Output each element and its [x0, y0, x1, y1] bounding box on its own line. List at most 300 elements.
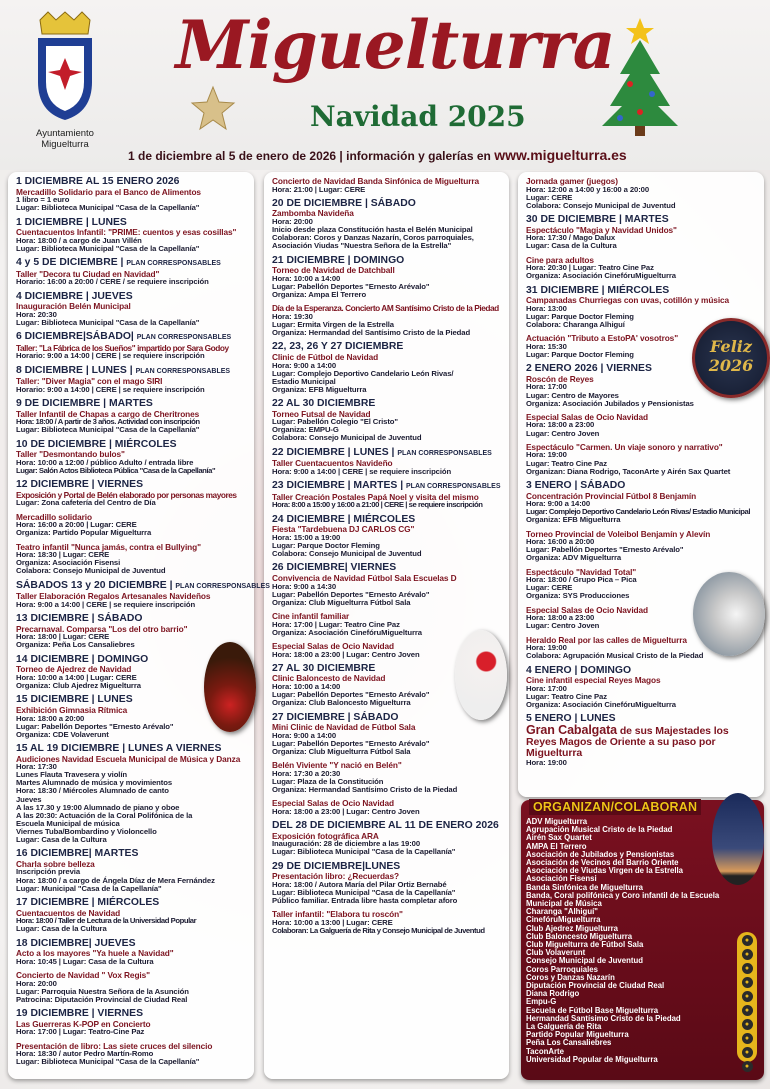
event-detail-line: Hora: 17:00 | Lugar: Teatro Cine Paz: [272, 619, 400, 629]
event-detail-line: Organiza: Asociación CinefóruMiguelturra: [526, 700, 676, 709]
event-title-highlight: Gran Cabalgata: [526, 722, 617, 737]
event-block: [272, 342, 503, 394]
event-title: Convivencia de Navidad Fútbol Sala Escuelas D: [272, 572, 457, 583]
christmas-gifts-ornament-image: [204, 642, 256, 732]
event-detail-line: Organiza: EMPU-G: [272, 425, 339, 435]
event-detail-line: Organiza: EFB Miguelturra: [272, 384, 367, 394]
event-detail-line: Colabora: Consejo Municipal de Juventud: [16, 566, 166, 576]
event-date-text: 8 DICIEMBRE | LUNES |: [16, 364, 133, 376]
event-title: Taller Elaboración Regalos Artesanales Navideños: [16, 591, 211, 602]
event-block: [16, 543, 248, 576]
event-detail-line: Lugar: Parque Doctor Fleming: [272, 540, 380, 550]
event-title: Mini Clinic de Navidad de Fútbol Sala: [272, 722, 416, 733]
event-detail-line: Hora: 18:00 / Grupo Pica – Pica: [526, 575, 637, 585]
page-title: Miguelturra: [175, 6, 615, 84]
event-detail-line: Hora: 19:00: [526, 450, 567, 460]
event-detail-line: Hora: 17:00: [526, 683, 567, 693]
events-column-2: [264, 172, 509, 1079]
event-date-text: 18 DICIEMBRE| JUEVES: [16, 937, 136, 949]
event-detail-line: Lugar: Parque Doctor Fleming: [526, 349, 634, 359]
event-detail-line: Asociación Viudas "Nuestra Señora de la Estrella": [272, 241, 452, 251]
event-detail-line: Hora: 17:00: [526, 382, 567, 392]
event-title: Exhibición Gimnasia Rítmica: [16, 704, 128, 715]
event-detail-line: Lugar: Plaza de la Constitución: [272, 776, 384, 786]
event-detail-line: Lugar: Municipal "Casa de la Capellanía": [16, 883, 162, 893]
event-detail-line: Organiza: Partido Popular Miguelturra: [16, 528, 152, 538]
event-detail-line: Horario: 16:00 a 20:00 / CERE / se requiere inscripción: [16, 277, 209, 287]
event-date-text: 22, 23, 26 Y 27 DICIEMBRE: [272, 341, 404, 353]
organizer-item: Diputación Provincial de Ciudad Real: [526, 981, 665, 991]
event-block: [16, 1042, 248, 1067]
organizer-item: La Galguería de Rita: [526, 1022, 602, 1032]
telegram-icon[interactable]: ●: [742, 1047, 753, 1058]
event-detail-line: Hora: 10:00 a 14:00 | Lugar: CERE: [16, 672, 137, 682]
event-title: Concentración Provincial Fútbol 8 Benjamín: [526, 490, 697, 501]
event-title: Campanadas Churriegas con uvas, cotillón y música: [526, 295, 730, 306]
feliz-2026-badge: Feliz 2026: [692, 318, 770, 398]
website-link[interactable]: www.miguelturra.es: [494, 147, 627, 163]
event-block: [272, 910, 503, 935]
youtube-icon[interactable]: ●: [742, 1005, 753, 1016]
social-icons-bar: [737, 932, 757, 1070]
event-block: [16, 218, 248, 253]
organizer-item: Asociación de Jubilados y Pensionistas: [526, 849, 675, 859]
event-detail-line: Lugar: Zona cafetería del Centro de Día: [16, 498, 156, 508]
event-title: Precarnaval. Comparsa "Los del otro barrio": [16, 623, 188, 634]
event-date-text: 1 DICIEMBRE AL 15 ENERO 2026: [16, 176, 180, 187]
event-detail-line: Lugar: Biblioteca Municipal "Casa de la Capellanía": [16, 425, 200, 435]
event-detail-line: Hora: 9:00 a 14:00: [272, 730, 337, 740]
organizers-title: ORGANIZAN/COLABORAN: [529, 799, 701, 815]
event-date-text: 26 DICIEMBRE| VIERNES: [272, 562, 397, 574]
event-block: [16, 332, 248, 360]
linkedin-icon[interactable]: ●: [742, 1019, 753, 1030]
event-block: [16, 440, 248, 475]
event-title: Especial Salas de Ocio Navidad: [526, 411, 648, 422]
event-date: [16, 744, 248, 755]
event-detail-line: Hora: 20:30 | Lugar: Teatro Cine Paz: [526, 263, 654, 273]
organizer-item: Hermandad Santísimo Cristo de la Piedad: [526, 1013, 681, 1023]
event-detail-line: Hora: 18:30 / Miércoles Alumnado de canto: [16, 786, 169, 796]
town-hall-label: [30, 128, 100, 150]
event-title: Exposición y Portal de Belén elaborado por personas mayores: [16, 489, 237, 500]
event-detail-line: Lugar: Pabellón Deportes "Ernesto Arévalo": [272, 281, 430, 291]
event-detail-line: Hora: 19:30: [272, 311, 313, 321]
event-date: [16, 258, 248, 270]
event-block: [272, 862, 503, 905]
event-detail-line: Lugar: Teatro Cine Paz: [526, 691, 607, 701]
event-detail-line: Organiza: Hermandad del Santísimo Cristo de la Piedad: [272, 328, 471, 338]
event-title: Taller Creación Postales Papá Noel y visita del mismo: [272, 491, 479, 502]
event-block: [526, 714, 758, 767]
organizer-item: Peña Los Cansaliebres: [526, 1038, 612, 1048]
event-date-text: 16 DICIEMBRE| MARTES: [16, 848, 139, 860]
event-detail-line: Organiza: Asociación CinefóruMiguelturra: [526, 271, 676, 281]
event-block: [16, 898, 248, 933]
event-block: [272, 713, 503, 756]
event-detail-line: Horario: 9:00 a 14:00 | CERE | se requiere inscripción: [16, 351, 205, 361]
event-title: Especial Salas de Ocio Navidad: [272, 798, 394, 809]
event-detail-line: Hora: 18:00 / Taller de Lectura de la Universidad Popular: [16, 916, 197, 926]
event-date-text: 20 DE DICIEMBRE | SÁBADO: [272, 197, 416, 209]
event-block: [16, 1009, 248, 1036]
poster-header: [0, 0, 770, 170]
event-title: Torneo Provincial de Voleibol Benjamín y Alevín: [526, 528, 711, 539]
event-title: Torneo Futsal de Navidad: [272, 408, 371, 419]
event-title: Cine infantil especial Reyes Magos: [526, 675, 661, 686]
event-detail-line: Hora: 9:00 a 14:00 | CERE | se requiere inscripción: [16, 599, 196, 609]
logo-text-line: Miguelturra: [41, 139, 89, 150]
event-detail-line: Hora: 18:00 / Autora María del Pilar Ortiz Bernabé: [272, 879, 447, 889]
event-date-text: 15 DICIEMBRE | LUNES: [16, 694, 133, 706]
event-title: Fiesta "Tardebuena DJ CARLOS CG": [272, 524, 415, 535]
event-title: Cine para adultos: [526, 254, 594, 265]
event-block: [526, 177, 758, 210]
event-detail-line: Lugar: Pabellón Deportes "Ernesto Arévalo": [272, 738, 430, 748]
event-block: [16, 579, 270, 609]
organizer-item: Airén Sax Quartet: [526, 833, 592, 843]
event-date-text: 23 DICIEMBRE | MARTES |: [272, 480, 404, 492]
event-title: [526, 722, 758, 759]
event-detail-line: Lugar: Casa de la Cultura: [16, 835, 107, 844]
event-block: [272, 821, 503, 856]
event-title-rest: de sus Majestades los Reyes Magos de Oriente a su paso por Miguelturra: [526, 724, 729, 759]
event-detail-line: Lugar: Parroquia Nuestra Señora de la Asunción: [16, 986, 189, 996]
event-title: Cuentacuentos de Navidad: [16, 907, 121, 918]
event-detail-line: A las 20:30: Actuación de la Coral Polifónica de la: [16, 810, 193, 820]
event-title: Espectáculo "Navidad Total": [526, 566, 637, 577]
event-block: [16, 480, 248, 507]
event-detail-line: Hora: 16:00 a 20:00 | Lugar: CERE: [16, 520, 137, 530]
event-detail-line: Organiza: Club Ajedrez Miguelturra: [16, 681, 141, 691]
event-detail-line: Lugar: Complejo Deportivo Candelario León Rivas/ Estadio Municipal: [526, 507, 751, 517]
organizer-item: Municipal de Música: [526, 899, 602, 909]
event-detail-line: Hora: 18:00 a 23:00 | Lugar: Centro Joven: [272, 649, 420, 659]
organizers-list: [526, 818, 719, 1064]
event-detail-line: Lugar: Pabellón Deportes "Ernesto Arévalo": [526, 545, 684, 555]
event-date-text: 30 DE DICIEMBRE | MARTES: [526, 214, 669, 226]
event-block: [16, 939, 248, 966]
three-wise-men-ornament-image: [712, 793, 764, 885]
event-detail-line: Inauguración: 28 de diciembre a las 19:00: [272, 839, 421, 849]
event-detail-line: Organiza: Asociación CinefóruMiguelturra: [272, 627, 422, 637]
event-detail-line: Colabora: Agrupación Musical Cristo de la Piedad: [526, 651, 704, 661]
google-icon[interactable]: ●: [742, 991, 753, 1002]
event-detail-line: Lunes Flauta Travesera y violín: [16, 770, 127, 780]
event-block: [16, 849, 248, 892]
events-column-3: [518, 172, 764, 797]
event-title: Teatro infantil "Nunca jamás, contra el Bullying": [16, 541, 201, 552]
organizer-item: Diana Rodrigo: [526, 989, 580, 999]
event-detail-line: Viernes Tuba/Bombardino y Violoncello: [16, 826, 157, 836]
organizer-item: Coros Parroquiales: [526, 964, 598, 974]
event-date-text: 9 DE DICIEMBRE | MARTES: [16, 398, 153, 410]
event-title: Zambomba Navideña: [272, 208, 354, 219]
event-detail-line: Hora: 9:00 a 14:00 | CERE | se requiere inscripción: [272, 466, 452, 476]
event-detail-line: Hora: 15:30: [526, 341, 567, 351]
event-detail-line: Hora: 10:00 a 13:00 | Lugar: CERE: [272, 917, 393, 927]
event-detail-line: Lugar: Ermita Virgen de la Estrella: [272, 319, 394, 329]
event-block: [526, 413, 758, 438]
gold-star-icon: [190, 85, 236, 131]
event-title: Espectáculo "Magia y Navidad Unidos": [526, 224, 677, 235]
event-block: [272, 304, 503, 337]
event-date-text: 5 ENERO | LUNES: [526, 713, 616, 725]
date-range-tagline: [128, 147, 627, 163]
event-title: Inauguración Belén Municipal: [16, 301, 131, 312]
organizer-item: TaconArte: [526, 1046, 564, 1056]
event-detail-line: 1 libro = 1 euro: [16, 195, 70, 205]
christmas-tree-icon: [600, 14, 680, 139]
plan-corresponsables-tag: PLAN CORRESPONSABLES: [397, 449, 492, 457]
event-detail-line: Lugar: Biblioteca Municipal "Casa de la Capellanía": [272, 887, 456, 897]
event-date-text: SÁBADOS 13 y 20 DICIEMBRE |: [16, 579, 173, 591]
event-block: [272, 177, 503, 194]
event-detail-line: Hora: 13:00: [526, 303, 567, 313]
organizer-item: AMPA El Terrero: [526, 841, 587, 851]
organizer-item: Banda, Coral polifónica y Coro infantil de la Escuela: [526, 890, 720, 900]
event-detail-line: Lugar: Complejo Deportivo Candelario León Rivas/: [272, 368, 454, 378]
organizer-item: CinefóruMiguelturra: [526, 915, 601, 925]
event-block: [526, 481, 758, 524]
event-date-text: 14 DICIEMBRE | DOMINGO: [16, 653, 149, 665]
event-date: [16, 177, 248, 188]
event-detail-line: Organiza: Club Miguelturra Fútbol Sala: [272, 746, 411, 756]
organizer-item: Club Volaverunt: [526, 948, 586, 958]
event-detail-line: Hora: 9:00 a 14:00: [526, 499, 591, 509]
event-block: [16, 366, 248, 394]
red-baubles-ornament-image: [455, 630, 507, 720]
event-detail-line: Hora: 20:30: [16, 309, 57, 319]
town-crest-logo: [30, 12, 100, 122]
event-date: [16, 898, 248, 909]
event-title: Exposición fotográfica ARA: [272, 830, 379, 841]
event-date-text: 10 DE DICIEMBRE | MIÉRCOLES: [16, 438, 177, 450]
event-block: [16, 258, 248, 286]
event-date-text: 29 DE DICIEMBRE|LUNES: [272, 860, 401, 872]
event-date-text: 4 y 5 DE DICIEMBRE |: [16, 257, 124, 269]
event-block: [272, 761, 503, 794]
organizer-item: ADV Miguelturra: [526, 817, 588, 826]
event-detail-line: A las 17.30 y 19:00 Alumnado de piano y oboe: [16, 802, 180, 812]
mail-icon[interactable]: ●: [742, 949, 753, 960]
event-title: Mercadillo Solidario para el Banco de Alimentos: [16, 186, 201, 197]
event-detail-line: Lugar: Casa de la Cultura: [526, 241, 617, 251]
event-block: [272, 256, 503, 299]
event-detail-line: Inicio desde plaza Constitución hasta el Belén Municipal: [272, 225, 473, 235]
event-date-text: 4 DICIEMBRE | JUEVES: [16, 290, 133, 302]
event-detail-line: Hora: 10:45 | Lugar: Casa de la Cultura: [16, 956, 154, 966]
event-title: Clinic de Fútbol de Navidad: [272, 351, 379, 362]
event-detail-line: Colaboran: La Galguería de Rita y Consejo Municipal de Juventud: [272, 926, 485, 935]
event-detail-line: Lugar: Pabellón Deportes "Ernesto Arévalo": [272, 589, 430, 599]
event-detail-line: Lugar: Centro Joven: [526, 428, 600, 438]
event-detail-line: Lugar: Pabellón Deportes "Ernesto Arévalo": [272, 690, 430, 700]
event-detail-line: Organizan: Diana Rodrigo, TaconArte y Airén Sax Quartet: [526, 466, 731, 476]
event-title: Torneo de Ajedrez de Navidad: [16, 664, 132, 675]
event-detail-line: Colabora: Consejo Municipal de Juventud: [272, 549, 422, 559]
globe-icon[interactable]: ●: [742, 935, 753, 946]
event-title: Taller Cuentacuentos Navideño: [272, 458, 393, 469]
event-detail-line: Hora: 18:00 a 23:00: [526, 613, 595, 623]
organizer-item: Coros y Danzas Nazarín: [526, 972, 615, 982]
event-detail-line: Martes Alumnado de música y movimientos: [16, 778, 173, 788]
event-detail-line: Organiza: Hermandad Santísimo Cristo de la Piedad: [272, 784, 458, 794]
event-title: Roscón de Reyes: [526, 373, 594, 384]
event-detail-line: Organiza: Club Baloncesto Miguelturra: [272, 698, 411, 708]
event-title: Taller: "Diver Magia" con el mago SIRI: [16, 376, 163, 387]
event-detail-line: Hora: 17:30 / Mago Dalux: [526, 233, 616, 243]
event-block: [16, 292, 248, 327]
event-title: Concierto de Navidad " Vox Regis": [16, 969, 150, 980]
organizer-item: Partido Popular Miguelturra: [526, 1030, 629, 1040]
event-detail-line: Organiza: EFB Miguelturra: [526, 515, 621, 525]
event-detail-line: Organiza: ADV Miguelturra: [526, 553, 622, 563]
event-block: [16, 744, 248, 844]
organizer-item: Charanga "Alhiguí": [526, 907, 598, 917]
event-detail-line: Lugar: Biblioteca Municipal "Casa de la Capellanía": [16, 1057, 200, 1067]
event-detail-line: Lugar: Salón Actos Biblioteca Pública "Casa de la Capellanía": [16, 465, 216, 475]
event-date-text: 12 DICIEMBRE | VIERNES: [16, 479, 144, 491]
event-title: Actuación "Tributo a EstoPA' vosotros": [526, 333, 679, 344]
page-subtitle: Navidad 2025: [310, 100, 526, 133]
event-detail-line: Hora: 12:00 a 14:00 y 16:00 a 20:00: [526, 184, 649, 194]
event-title: Charla sobre belleza: [16, 858, 95, 869]
event-detail-line: Hora: 19:00: [526, 757, 567, 767]
event-block: [272, 563, 503, 606]
event-detail-line: Hora: 18:00 | Lugar: CERE: [16, 632, 110, 642]
event-detail-line: Lugar: Centro de Mayores: [526, 390, 619, 400]
event-date: [526, 481, 758, 492]
event-block: [272, 399, 503, 442]
event-date-text: 4 ENERO | DOMINGO: [526, 664, 632, 676]
event-block: [272, 515, 503, 558]
event-date-text: 13 DICIEMBRE | SÁBADO: [16, 613, 143, 625]
event-date-text: 15 AL 19 DICIEMBRE | LUNES A VIERNES: [16, 742, 222, 754]
events-column-1: [8, 172, 270, 1079]
event-detail-line: Hora: 16:00 a 20:00: [526, 537, 595, 547]
event-title: Clinic Baloncesto de Navidad: [272, 673, 386, 684]
event-date-text: DEL 28 DE DICIEMBRE AL 11 DE ENERO 2026: [272, 820, 499, 832]
event-title: Cuentacuentos Infantil: "PRIME: cuentos y esas cosillas": [16, 227, 237, 238]
organizer-item: Asociación Fisensi: [526, 874, 597, 884]
event-detail-line: Hora: 18:30 / autor Pedro Martín-Romo: [16, 1049, 154, 1059]
event-detail-line: Hora: 18:00 a 23:00 | Lugar: Centro Joven: [272, 806, 420, 816]
x-icon[interactable]: ●: [742, 977, 753, 988]
event-detail-line: Organiza: Ampa El Terrero: [272, 290, 367, 299]
event-title: Especial Salas de Ocio Navidad: [272, 640, 394, 651]
event-date: [16, 332, 248, 344]
event-detail-line: Hora: 17:30 a 20:30: [272, 768, 341, 778]
event-detail-line: Hora: 18:00 a 23:00: [526, 420, 595, 430]
organizer-item: Escuela de Fútbol Base Miguelturra: [526, 1005, 659, 1015]
event-block: [272, 612, 503, 637]
event-title: Mercadillo solidario: [16, 511, 92, 522]
event-detail-line: Hora: 21:00 | Lugar: CERE: [272, 184, 366, 194]
event-title: Taller: "La Fábrica de los Sueños" impartido por Sara Godoy: [16, 342, 229, 353]
event-detail-line: Hora: 18:30 | Lugar: CERE: [16, 550, 110, 560]
plan-corresponsables-tag: PLAN CORRESPONSABLES: [406, 483, 501, 491]
plan-corresponsables-tag: PLAN CORRESPONSABLES: [175, 582, 270, 590]
event-title: Torneo de Navidad de Datchball: [272, 265, 395, 276]
event-title: Especial Salas de Ocio Navidad: [526, 604, 648, 615]
event-title: Presentación de libro: Las siete cruces del silencio: [16, 1040, 213, 1051]
event-title: Acto a los mayores "Ya huele a Navidad": [16, 948, 174, 959]
event-title: Jornada gamer (juegos): [526, 176, 618, 186]
organizer-item: Universidad Popular de Miguelturra: [526, 1054, 658, 1064]
event-date-text: 2 ENERO 2026 | VIERNES: [526, 363, 652, 375]
plan-corresponsables-tag: PLAN CORRESPONSABLES: [135, 367, 231, 375]
organizer-item: Asociación de Vecinos del Barrio Oriente: [526, 858, 679, 868]
event-title: Concierto de Navidad Banda Sinfónica de Miguelturra: [272, 176, 479, 186]
event-date-text: 22 AL 30 DICIEMBRE: [272, 398, 376, 410]
facebook-icon[interactable]: ●: [742, 963, 753, 974]
instagram-icon[interactable]: ●: [742, 1061, 753, 1072]
event-block: [272, 481, 503, 509]
organizer-item: Empu-G: [526, 997, 557, 1007]
event-date-text: 19 DICIEMBRE | VIERNES: [16, 1008, 144, 1020]
plan-corresponsables-tag: PLAN CORRESPONSABLES: [126, 260, 221, 268]
organizer-item: Club Miguelturra de Fútbol Sala: [526, 940, 644, 950]
event-date-text: 21 DICIEMBRE | DOMINGO: [272, 254, 405, 266]
logo-text-line: Ayuntamiento: [36, 128, 94, 139]
event-title: Taller "Desmontando bulos": [16, 449, 125, 460]
event-detail-line: Hora: 9:00 a 14:00: [272, 360, 337, 370]
event-block: [272, 448, 503, 476]
event-detail-line: Horario: 9:00 a 14:00 | CERE | se requiere inscripción: [16, 384, 205, 394]
event-detail-line: Hora: 18:00 a 20:00: [16, 713, 85, 723]
event-detail-line: Lugar: Biblioteca Municipal "Casa de la Capellanía": [16, 317, 200, 327]
event-date-text: 6 DICIEMBRE|SÁBADO|: [16, 331, 134, 343]
organizer-item: Club Ajedrez Miguelturra: [526, 923, 618, 933]
event-date-text: 31 DICIEMBRE | MIÉRCOLES: [526, 284, 670, 296]
silver-bauble-ornament-image: [693, 572, 765, 656]
event-detail-line: Escuela Municipal de música: [16, 818, 120, 828]
event-title: Cine infantil familiar: [272, 611, 350, 621]
event-date-text: 24 DICIEMBRE | MIÉRCOLES: [272, 513, 416, 525]
event-block: [272, 199, 503, 251]
event-title: Taller "Decora tu Ciudad en Navidad": [16, 268, 160, 279]
rss-icon[interactable]: ●: [742, 1033, 753, 1044]
event-detail-line: Lugar: Pabellón Colegio "El Cristo": [272, 417, 398, 427]
event-detail-line: Lugar: Parque Doctor Fleming: [526, 311, 634, 321]
event-title: Día de la Esperanza. Concierto AM Santísimo Cristo de la Piedad: [272, 303, 499, 314]
event-title: Audiciones Navidad Escuela Municipal de Música y Danza: [16, 753, 241, 764]
event-block: [16, 614, 248, 649]
event-title: Las Guerreras K-POP en Concierto: [16, 1018, 151, 1029]
event-detail-line: Organiza: SYS Producciones: [526, 591, 630, 601]
event-detail-line: Organiza: CDE Volaverunt: [16, 729, 109, 739]
event-block: [526, 666, 758, 709]
event-date-text: 22 DICIEMBRE | LUNES |: [272, 446, 395, 458]
event-date-text: 27 DICIEMBRE | SÁBADO: [272, 711, 399, 723]
event-title: Taller infantil: "Elabora tu roscón": [272, 909, 403, 920]
event-detail-line: Hora: 8:00 a 15:00 y 16:00 a 21:00 | CERE | se requiere inscripción: [272, 500, 483, 510]
event-detail-line: Estadio Municipal: [272, 376, 336, 386]
event-detail-line: Hora: 19:00: [526, 643, 567, 653]
event-detail-line: Organiza: Asociación Jubilados y Pensionistas: [526, 398, 694, 408]
event-date-text: 17 DICIEMBRE | MIÉRCOLES: [16, 896, 160, 908]
organizer-item: Banda Sinfónica de Miguelturra: [526, 882, 643, 892]
event-detail-line: Hora: 17:00 | Lugar: Teatro-Cine Paz: [16, 1027, 145, 1037]
event-block: [16, 513, 248, 538]
event-title: Presentación libro: ¿Recuerdas?: [272, 871, 399, 882]
plan-corresponsables-tag: PLAN CORRESPONSABLES: [136, 334, 232, 342]
event-date-text: 3 ENERO | SÁBADO: [526, 479, 626, 491]
event-detail-line: Lugar: Pabellón Deportes "Ernesto Arévalo": [16, 721, 174, 731]
event-detail-line: Hora: 10:00 a 14:00: [272, 682, 341, 692]
event-block: [526, 443, 758, 476]
